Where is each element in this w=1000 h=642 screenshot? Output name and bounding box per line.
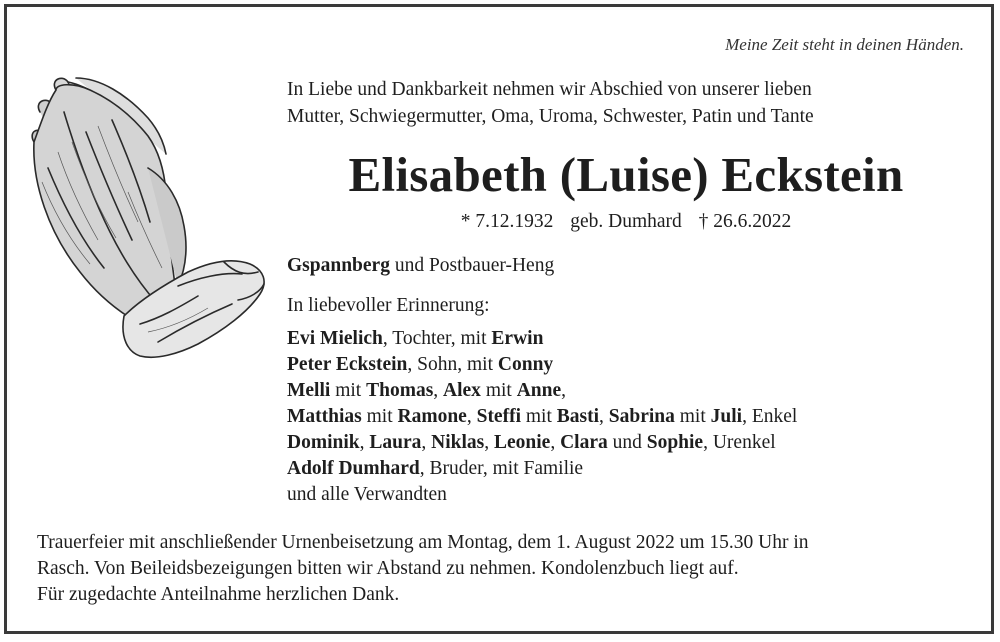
family-text: , [433, 380, 444, 401]
family-text: mit [521, 406, 557, 427]
family-member-name: Evi Mielich [287, 328, 383, 349]
family-list [287, 326, 797, 508]
family-member-name: Peter Eckstein [287, 354, 408, 375]
family-member-name: Sophie [646, 432, 704, 453]
family-text: , [421, 432, 432, 453]
family-text: , [484, 432, 494, 453]
family-line [287, 352, 797, 378]
intro-line: In Liebe und Dankbarkeit nehmen wir Abschied von unserer lieben [287, 79, 812, 100]
family-member-name: Conny [497, 354, 554, 375]
maiden-name: geb. Dumhard [570, 211, 682, 232]
praying-hands-icon [28, 72, 268, 364]
family-text: und [607, 432, 647, 453]
family-text: mit [480, 380, 517, 401]
service-line: Für zugedachte Anteilnahme herzlichen Dank. [37, 584, 400, 605]
places [287, 255, 554, 277]
family-text: , [599, 406, 609, 427]
family-text: und alle Verwandten [287, 484, 447, 505]
memory-heading: In liebevoller Erinnerung: [287, 295, 490, 316]
place-rest: und Postbauer-Heng [389, 255, 555, 276]
family-line [287, 378, 797, 404]
family-member-name: Adolf Dumhard [287, 458, 420, 479]
family-text: mit [330, 380, 367, 401]
family-text: , [359, 432, 370, 453]
birth-date: * 7.12.1932 [460, 211, 554, 232]
intro-line: Mutter, Schwiegermutter, Oma, Uroma, Schwester, Patin und Tante [287, 106, 814, 127]
family-member-name: Steffi [476, 406, 521, 427]
family-member-name: Niklas [431, 432, 485, 453]
family-text: , Sohn, mit [407, 354, 498, 375]
family-member-name: Clara [560, 432, 608, 453]
family-member-name: Ramone [397, 406, 467, 427]
family-text: , Bruder, mit Familie [419, 458, 584, 479]
family-member-name: Juli [710, 406, 743, 427]
family-text: , Enkel [742, 406, 798, 427]
service-line: Trauerfeier mit anschließender Urnenbeisetzung am Montag, dem 1. August 2022 um 15.30 Uhr in [37, 532, 809, 553]
family-text: , [561, 380, 567, 401]
family-member-name: Erwin [491, 328, 544, 349]
place-bold: Gspannberg [287, 255, 390, 276]
family-member-name: Basti [556, 406, 600, 427]
family-text: , [466, 406, 477, 427]
family-member-name: Leonie [493, 432, 551, 453]
family-member-name: Laura [369, 432, 422, 453]
family-member-name: Anne [516, 380, 562, 401]
family-text: , Urenkel [703, 432, 776, 453]
service-line: Rasch. Von Beileidsbezeigungen bitten wir Abstand zu nehmen. Kondolenzbuch liegt auf. [37, 558, 739, 579]
family-line [287, 456, 797, 482]
motto: Meine Zeit steht in deinen Händen. [725, 35, 964, 54]
family-member-name: Thomas [366, 380, 434, 401]
family-line [287, 326, 797, 352]
death-date: † 26.6.2022 [698, 211, 792, 232]
family-member-name: Sabrina [608, 406, 675, 427]
intro-text [287, 76, 814, 130]
family-text: , Tochter, mit [382, 328, 492, 349]
family-member-name: Matthias [287, 406, 362, 427]
family-line [287, 430, 797, 456]
family-member-name: Melli [287, 380, 331, 401]
service-info [37, 530, 809, 608]
family-member-name: Dominik [287, 432, 360, 453]
deceased-name: Elisabeth (Luise) Eckstein [348, 147, 904, 202]
family-text: mit [361, 406, 398, 427]
family-text: , [550, 432, 561, 453]
family-text: mit [674, 406, 711, 427]
life-dates [288, 211, 964, 233]
family-line [287, 404, 797, 430]
family-member-name: Alex [443, 380, 481, 401]
family-line [287, 482, 797, 508]
